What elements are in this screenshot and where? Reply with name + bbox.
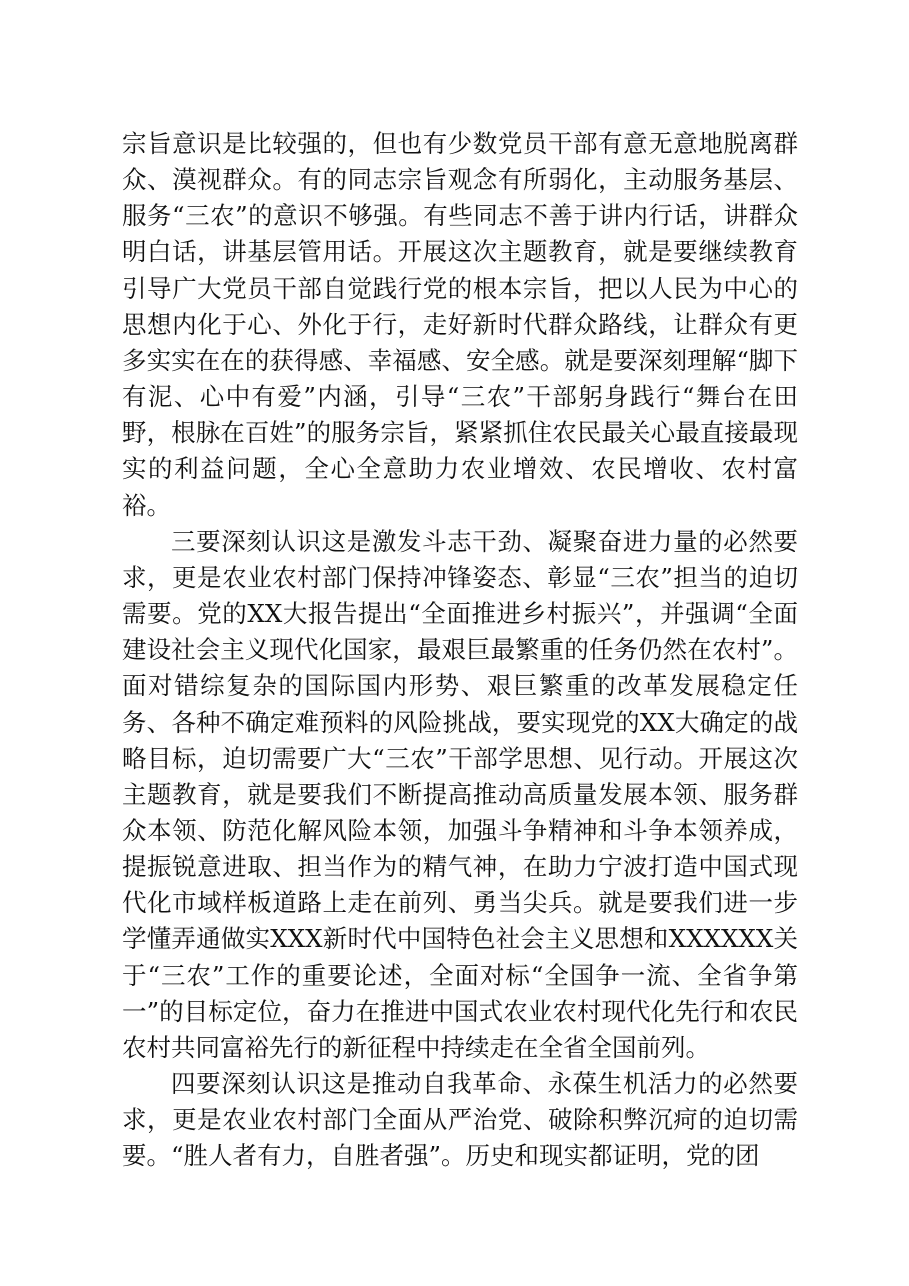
- paragraph-1: 宗旨意识是比较强的，但也有少数党员干部有意无意地脱离群众、漠视群众。有的同志宗旨观念有所弱化，主动服务基层、服务“三农”的意识不够强。有些同志不善于讲内行话，讲群众明白话，讲基层管用话。开展这次主题教育，就是要继续教育引导广大党员干部自觉践行党的根本宗旨，把以人民为中心的思想内化于心、外化于行，走好新时代群众路线，让群众有更多实实在在的获得感、幸福感、安全感。就是要深刻理解“脚下有泥、心中有爱”内涵，引导“三农”干部躬身践行“舞台在田野，根脉在百姓”的服务宗旨，紧紧抓住农民最关心最直接最现实的利益问题，全心全意助力农业增效、农民增收、农村富裕。: [122, 129, 798, 520]
- paragraph-3: 四要深刻认识这是推动自我革命、永葆生机活力的必然要求，更是农业农村部门全面从严治党、破除积弊沉疴的迫切需要。“胜人者有力，自胜者强”。历史和现实都证明，党的团: [122, 1069, 798, 1171]
- document-body: [122, 126, 798, 1175]
- paragraph-2: 三要深刻认识这是激发斗志干劲、凝聚奋进力量的必然要求，更是农业农村部门保持冲锋姿态、彰显“三农”担当的迫切需要。党的XX大报告提出“全面推进乡村振兴”，并强调“全面建设社会主义现代化国家，最艰巨最繁重的任务仍然在农村”。面对错综复杂的国际国内形势、艰巨繁重的改革发展稳定任务、各种不确定难预料的风险挑战，要实现党的XX大确定的战略目标，迫切需要广大“三农”干部学思想、见行动。开展这次主题教育，就是要我们不断提高推动高质量发展本领、服务群众本领、防范化解风险本领，加强斗争精神和斗争本领养成，提振锐意进取、担当作为的精气神，在助力宁波打造中国式现代化市域样板道路上走在前列、勇当尖兵。就是要我们进一步学懂弄通做实XXX新时代中国特色社会主义思想和XXXXXX关于“三农”工作的重要论述，全面对标“全国争一流、全省争第一”的目标定位，奋力在推进中国式农业农村现代化先行和农民农村共同富裕先行的新征程中持续走在全省全国前列。: [122, 526, 798, 1062]
